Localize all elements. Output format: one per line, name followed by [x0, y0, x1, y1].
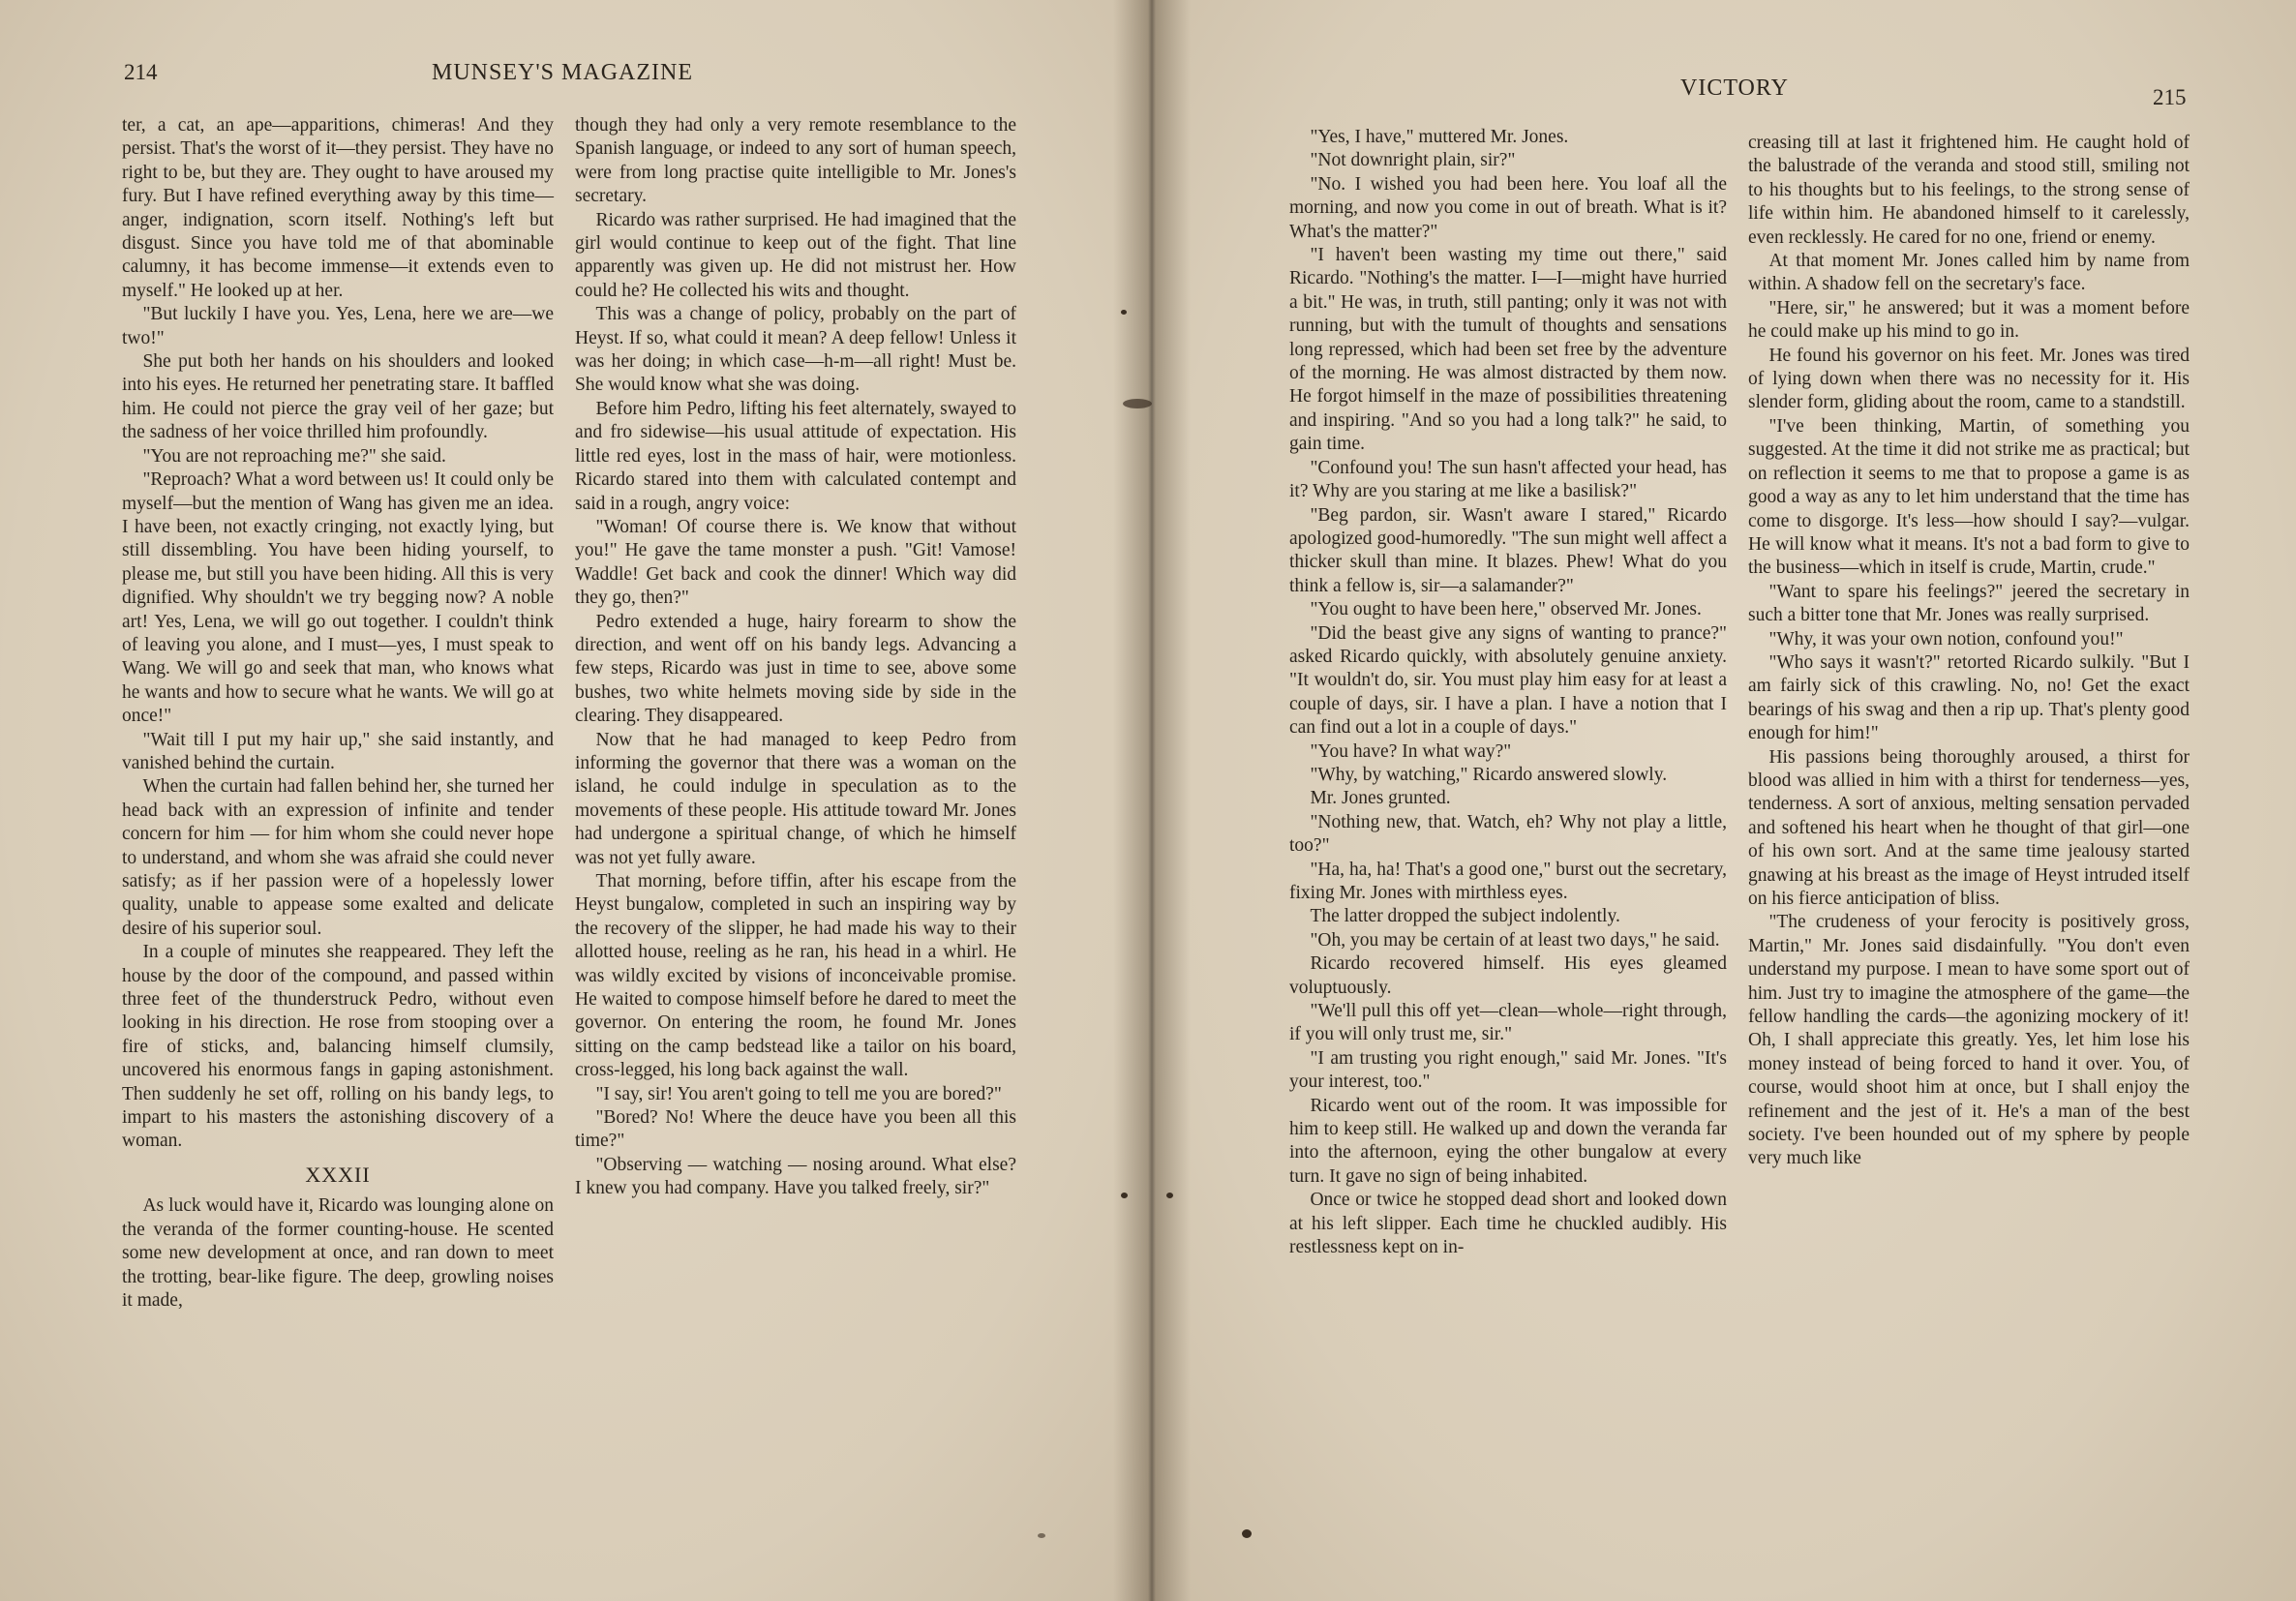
- paragraph: The latter dropped the subject indolently.: [1310, 906, 1620, 927]
- paragraph: Pedro extended a huge, hairy forearm to show the direction, and went off on his bandy legs. Advancing a few steps, Ricardo was just in time to see, above some bushes, two white helmets moving side by side in the clearing. They disappeared.: [575, 611, 1016, 727]
- right-column-2: [1748, 132, 2190, 1171]
- paragraph: "Reproach? What a word between us! It could only be myself—but the mention of Wang has given me an idea. I have been, not exactly cringing, not exactly lying, but still dissembling. You have been hiding yourself, to please me, but still you have been hiding. All this is very dignified. Why shouldn't we try begging now? A noble art! Yes, Lena, we will go out together. I couldn't think of leaving you alone, and I must—yes, I must speak to Wang. We will go and seek that man, who knows what he wants and how to secure what he wants. We will go at once!": [122, 469, 554, 727]
- paragraph: "Did the beast give any signs of wanting to prance?" asked Ricardo quickly, with absolutely genuine anxiety. "It wouldn't do, sir. You must play him easy for at least a couple of days, sir. I have a plan. I have a notion that I can find out a lot in a couple of days.": [1289, 622, 1727, 739]
- paragraph: "I haven't been wasting my time out there," said Ricardo. "Nothing's the matter. I—I—might have hurried a bit." He was, in truth, still panting; only it was not with running, but with the tumult of thoughts and sensations long repressed, which had been set free by the adventure of the morning. He was almost distracted by them now. He forgot himself in the maze of possibilities threatening and inspiring. "And so you had a long talk?" he said, to gain time.: [1289, 245, 1727, 455]
- paragraph: "Woman! Of course there is. We know that without you!" He gave the tame monster a push. "Git! Vamose! Waddle! Get back and cook the dinner! Which way did they go, then?": [575, 516, 1016, 609]
- book-gutter: [1113, 0, 1191, 1601]
- paragraph: Ricardo recovered himself. His eyes gleamed voluptuously.: [1289, 953, 1727, 998]
- paragraph: "Not downright plain, sir?": [1310, 150, 1516, 171]
- paragraph: "The crudeness of your ferocity is positively gross, Martin," Mr. Jones said disdainfully. "You don't even understand my purpose. I mean to have some sport out of him. Just try to imagine the atmosphere of the game—the fellow handling the cards—the agonizing mockery of it! Oh, I shall appreciate this greatly. Yes, let him lose his money instead of being forced to hand it over. You, of course, would shoot him at once, but I shall enjoy the refinement and the jest of it. He's a man of the best society. I've been hounded out of my sphere by people very much like: [1748, 912, 2190, 1169]
- paper-speck: [1242, 1529, 1252, 1538]
- paragraph: Mr. Jones grunted.: [1310, 788, 1451, 809]
- paragraph: "Why, by watching," Ricardo answered slowly.: [1310, 764, 1668, 785]
- paragraph: "Here, sir," he answered; but it was a moment before he could make up his mind to go in.: [1748, 297, 2190, 343]
- paragraph: though they had only a very remote resemblance to the Spanish language, or indeed to any sort of human speech, were from long practise quite intelligible to Mr. Jones's secretary.: [575, 115, 1016, 207]
- paragraph: Now that he had managed to keep Pedro from informing the governor that there was a woman on the island, he could indulge in speculation as to the movements of these people. His attitude toward Mr. Jones had undergone a spiritual change, of which he himself was not yet fully aware.: [575, 729, 1016, 868]
- paragraph: "You have? In what way?": [1310, 740, 1512, 762]
- paragraph: "Confound you! The sun hasn't affected your head, has it? Why are you staring at me like a basilisk?": [1289, 457, 1727, 502]
- paragraph: "I've been thinking, Martin, of something you suggested. At the time it did not strike me as practical; but on reflection it seems to me that to propose a game is as good a way as any to let him understand that the time has come to disgorge. It's less—how should I say?—vulgar. He will know what it means. It's not a bad form to give to the business—which in itself is crude, Martin, crude.": [1748, 415, 2190, 579]
- right-running-head: VICTORY: [1680, 76, 1789, 101]
- paragraph: "I am trusting you right enough," said Mr. Jones. "It's your interest, too.": [1289, 1047, 1727, 1093]
- paragraph: He found his governor on his feet. Mr. Jones was tired of lying down when there was no necessity for it. His slender form, gliding about the room, came to a standstill.: [1748, 345, 2190, 413]
- paragraph: "We'll pull this off yet—clean—whole—right through, if you will only trust me, sir.": [1289, 1001, 1727, 1045]
- paragraph: Once or twice he stopped dead short and looked down at his left slipper. Each time he chuckled audibly. His restlessness kept on in-: [1289, 1190, 1727, 1258]
- paragraph: When the curtain had fallen behind her, she turned her head back with an expression of infinite and tender concern for him — for him whom she could never hope to understand, and whom she was afraid she could never satisfy; as if her passion were of a hopelessly lower quality, unable to appease some exalted and delicate desire of his superior soul.: [122, 776, 554, 939]
- paragraph: creasing till at last it frightened him. He caught hold of the balustrade of the veranda and stood still, smiling not to his thoughts but to his feelings, to the strong sense of life within him. He abandoned himself to it carelessly, even recklessly. He cared for no one, friend or enemy.: [1748, 133, 2190, 248]
- paragraph: "I say, sir! You aren't going to tell me you are bored?": [595, 1083, 1002, 1104]
- left-page-number: 214: [124, 60, 158, 84]
- left-column-2: [575, 114, 1016, 1201]
- paragraph: "No. I wished you had been here. You loaf all the morning, and now you come in out of breath. What is it? What's the matter?": [1289, 173, 1727, 242]
- paragraph: This was a change of policy, probably on the part of Heyst. If so, what could it mean? A deep fellow! Unless it was her doing; in which case—h-m—all right! Must be. She would know what she was doing.: [575, 304, 1016, 396]
- paragraph: Before him Pedro, lifting his feet alternately, swayed to and fro sidewise—his usual attitude of expectation. His little red eyes, lost in the mass of hair, were motionless. Ricardo stared into them with calculated contempt and said in a rough, angry voice:: [575, 398, 1016, 514]
- paragraph: "But luckily I have you. Yes, Lena, here we are—we two!": [122, 304, 554, 348]
- paragraph: Ricardo went out of the room. It was impossible for him to keep still. He walked up and down the veranda far into the afternoon, eying the other bungalow at every turn. It gave no sign of being inhabited.: [1289, 1095, 1727, 1187]
- paragraph: She put both her hands on his shoulders and looked into his eyes. He returned her penetrating stare. It baffled him. He could not pierce the gray veil of her gaze; but the sadness of her voice thrilled him profoundly.: [122, 351, 554, 443]
- paragraph: "You are not reproaching me?" she said.: [142, 445, 446, 467]
- left-column-1: [122, 114, 554, 1313]
- paragraph: "Yes, I have," muttered Mr. Jones.: [1310, 127, 1569, 147]
- paper-speck: [1166, 1193, 1173, 1198]
- paragraph: As luck would have it, Ricardo was lounging alone on the veranda of the former counting-house. He scented some new development at once, and ran down to meet the trotting, bear-like figure. The deep, growling noises it made,: [122, 1195, 554, 1311]
- paragraph: Ricardo was rather surprised. He had imagined that the girl would continue to keep out of the fight. That line apparently was given up. He did not mistrust her. How could he? He collected his wits and thought.: [575, 209, 1016, 301]
- paper-speck: [1121, 310, 1127, 315]
- paragraph: At that moment Mr. Jones called him by name from within. A shadow fell on the secretary's face.: [1748, 251, 2190, 295]
- binding-thread: [1123, 399, 1152, 408]
- paragraph: "Bored? No! Where the deuce have you been all this time?": [575, 1107, 1016, 1152]
- left-running-head: MUNSEY'S MAGAZINE: [432, 60, 693, 85]
- paragraph: "Ha, ha, ha! That's a good one," burst out the secretary, fixing Mr. Jones with mirthless eyes.: [1289, 859, 1727, 903]
- paragraph: "You ought to have been here," observed Mr. Jones.: [1310, 599, 1702, 620]
- paragraph: "Observing — watching — nosing around. What else? I knew you had company. Have you talked freely, sir?": [575, 1154, 1016, 1199]
- paragraph: "Nothing new, that. Watch, eh? Why not play a little, too?": [1289, 811, 1727, 857]
- chapter-heading: XXXII: [305, 1162, 371, 1187]
- paragraph: In a couple of minutes she reappeared. They left the house by the door of the compound, and passed within three feet of the thunderstruck Pedro, without even looking in his direction. He rose from stooping over a fire of sticks, and, balancing himself clumsily, uncovered his enormous fangs in gaping astonishment. Then suddenly he set off, rolling on his bandy legs, to impart to his masters the astonishing discovery of a woman.: [122, 942, 554, 1152]
- paragraph: That morning, before tiffin, after his escape from the Heyst bungalow, completed in such an inspiring way by the recovery of the slipper, he had made his way to their allotted house, reeling as he ran, his head in a whirl. He was wildly excited by visions of inconceivable promise. He waited to compose himself before he dared to meet the governor. On entering the room, he found Mr. Jones sitting on the camp bedstead like a tailor on his board, cross-legged, his long back against the wall.: [575, 871, 1016, 1081]
- paragraph: "Want to spare his feelings?" jeered the secretary in such a bitter tone that Mr. Jones was really surprised.: [1748, 581, 2190, 626]
- paragraph: "Beg pardon, sir. Wasn't aware I stared," Ricardo apologized good-humoredly. "The sun might well affect a thicker skull than mine. It blazes. Phew! What do you think a fellow is, sir—a salamander?": [1289, 504, 1727, 596]
- paragraph: "Who says it wasn't?" retorted Ricardo sulkily. "But I am fairly sick of this crawling. No, no! Get the exact bearings of his swag and then a rip up. That's plenty good enough for him!": [1748, 651, 2190, 744]
- right-column-1: [1289, 126, 1727, 1260]
- paper-speck: [1038, 1533, 1045, 1538]
- paragraph: "Why, it was your own notion, confound you!": [1768, 628, 2124, 649]
- paragraph: His passions being thoroughly aroused, a thirst for blood was allied in him with a thirst for tenderness—yes, tenderness. A sort of anxious, melting sensation pervaded and softened his heart when he thought of that girl—one of his own sort. And at the same time jealousy started gnawing at his breast as the image of Heyst intruded itself on his fierce anticipation of bliss.: [1748, 746, 2190, 909]
- paragraph: "Oh, you may be certain of at least two days," he said.: [1310, 929, 1720, 951]
- paragraph: ter, a cat, an ape—apparitions, chimeras! And they persist. That's the worst of it—they persist. They have no right to be, but they are. They ought to have aroused my fury. But I have refined everything away by this time—anger, indignation, scorn itself. Nothing's left but disgust. Since you have told me of that abominable calumny, it has become immense—it extends even to myself." He looked up at her.: [122, 115, 554, 301]
- right-page: [1150, 0, 2296, 1601]
- right-page-number: 215: [2153, 85, 2187, 109]
- paper-speck: [1121, 1193, 1128, 1198]
- paragraph: "Wait till I put my hair up," she said instantly, and vanished behind the curtain.: [122, 729, 554, 773]
